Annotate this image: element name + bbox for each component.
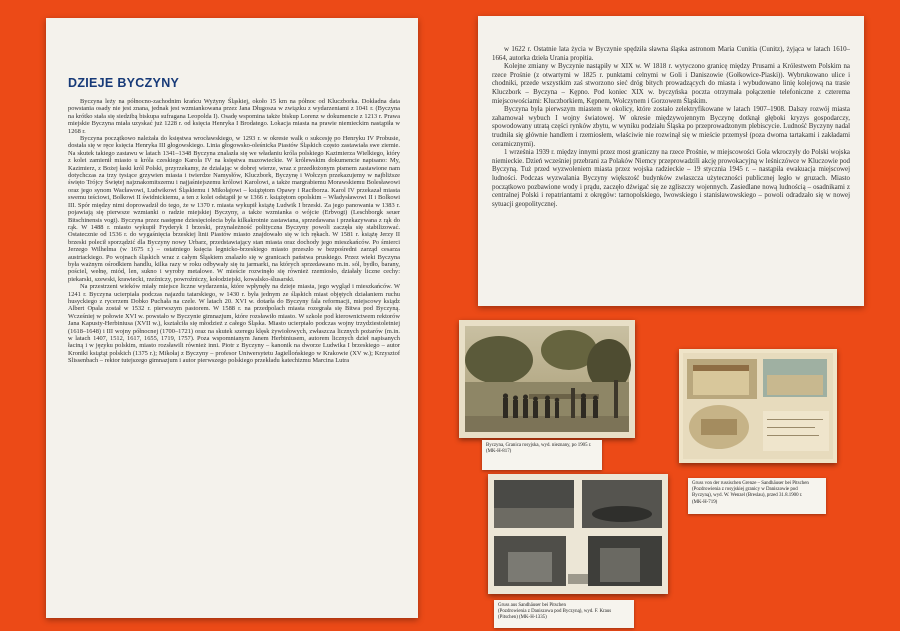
paragraph: Byczyna była pierwszym miastem w okolicy, które zostało zelektryfikowane w latach 1907–1908. Dalszy rozwój miasta zahamował wybuch I wojny światowej. W okresie międzywojennym Byczynę dotknął głęboki kryzys gospodarczy, spowodowany utratą części rynków zbytu, w wyniku podziału Śląska po przeprowadzonym plebiscycie. Ludność Byczyny nadal trudniła się głównie handlem i rzemiosłem, właściwie nie rozwinął się w mieście przemysł (poza dwoma tartakami i zakładami ceramicznymi). xyxy=(492,106,850,148)
photo-caption-border-crossing xyxy=(482,440,602,470)
history-text-panel-right xyxy=(478,16,864,306)
caption-line: Byczyną), wyd. W. Wenzel (Breslau), przed 31.8.1900 r. xyxy=(692,493,803,499)
postcard-russian-border xyxy=(679,349,837,463)
caption-line: Byczyna, Granica rosyjska, wyd. nieznany, po 1905 r. xyxy=(486,443,592,448)
caption-line: (Pitschen) (MK-H-1335) xyxy=(498,615,547,621)
postcard-russian-border-image xyxy=(679,349,837,463)
border-photo-image xyxy=(459,320,635,438)
right-body-text xyxy=(492,46,850,209)
caption-line: (MK-H-817) xyxy=(486,449,512,455)
caption-line: Gruss von der russischen Grenze – Sandhäuser bei Pitschen xyxy=(692,481,809,486)
caption-line: (Pozdrowienia z rosyjskiej granicy w Daniszowie pod xyxy=(692,487,798,493)
photo-border-crossing xyxy=(459,320,635,438)
paragraph: Na przestrzeni wieków miały miejsce liczne wydarzenia, które wpłynęły na dzieje miasta, jego wygląd i mieszkańców. W 1241 r. Byczyna ucierpiała podczas najazdu tatarskiego, w 1430 r. była jednym ze śląskich miast objętych działaniem ruchu husyckiego z rycerzem Dobko Puchała na czele. W latach 20. XVI w. dotarła do Byczyny fala reformacji, miejscowy ksiądz Albert Opala został w 1532 r. pierwszym pastorem. W 1588 r. na przedpolach miasta rozegrała się Bitwa pod Byczyną. Wcześniej w połowie XVI w. powstało w Byczynie gimnazjum, które rozsławiło miasto. W szkole pod kierownictwem rektorów Jana Kapusty-Herbiniusa (XVII w.), kształciła się młodzież z całego Śląska. Miasto ucierpiało podczas wojny trzydziestoletniej (1618–1648) i III wojny północnej (1700–1721) oraz na skutek szeregu klęsk żywiołowych, zwłaszcza licznych pożarów (m.in. w latach 1407, 1512, 1617, 1655, 1719, 1757). Poza wspomnianym Janem Herbiniusem, autorem licznych dzieł napisanych łaciną i w języku polskim, miasto rozsławili również inni. Piotr z Byczyny – kanonik na dworze Ludwika I brzeskiego – autor Kroniki książąt polskich (1375 r.); Mikołaj z Byczyny – profesor Uniwersytetu Jagiellońskiego w Krakowie (XV w.); Krzysztof Slissenbach – rektor tutejszego gimnazjum i autor pierwszego polskiego przekładu katechizmu Marcina Lutra xyxy=(68,283,400,365)
paragraph: 1 września 1939 r. między innymi przez most graniczny na rzece Prośnie, w miejscowości Gola wkroczyły do Polski wojska niemieckie. Dzień wcześniej przebrani za Polaków Niemcy przeprowadzili akcję prowokacyjną w leśniczówce w Kluczowie pod Byczyną. Tuż przed wyzwoleniem miasta przez wojska radzieckie – 19 stycznia 1945 r. – nastąpiła ewakuacja miejscowej ludności. Podczas wyzwalania Byczyny większość budynków zwłaszcza użyteczności publicznej legło w gruzach. Miasto początkowo pozbawione wody i prądu, zaczęło dźwigać się ze zgliszczy wojennych. Zasiedlane nową ludnością – osadnikami z centralnej Polski i repatriantami z okręgów: tarnopolskiego, lwowskiego i stanisławowskiego – powoli odradzało się w nowej sytuacji geopolitycznej. xyxy=(492,149,850,208)
page-title: DZIEJE BYCZYNY xyxy=(68,76,180,90)
postcard-daniszow xyxy=(488,474,668,594)
history-text-panel-left xyxy=(46,18,418,618)
caption-line: (Pozdrowienia z Daniszowa pod Byczyną), wyd. F. Kraus xyxy=(498,609,612,615)
paragraph: Byczyna leży na północno-zachodnim krańcu Wyżyny Śląskiej, około 15 km na północ od Kluczborka. Dokładna data powstania osady nie jest znana, jednak jest wzmiankowana przez Jana Długosza w związku z wydarzeniami z 1041 r. (Byczyna na krótko stała się siedzibą biskupa sufragana Leopolda I). Osadę wspomina także biskup Lorenz w dokumencie z 1213 r. Prawa miejskie Byczyna miała uzyskać już 1228 r. od księcia Henryka I Brodatego. Lokacja miasta na prawie niemieckim nastąpiła w 1268 r. xyxy=(68,98,400,135)
photo-caption-daniszow xyxy=(494,600,634,628)
left-body-text xyxy=(68,98,400,365)
caption-line: Gruss aus Sandhäuser bei Pitschen xyxy=(498,603,566,608)
paragraph: w 1622 r. Ostatnie lata życia w Byczynie spędziła sławna śląska astronom Maria Cunitia (Cunitz), żyjąca w latach 1610–1664, autorka dzieła Urania propitia. xyxy=(492,46,850,62)
photo-caption-russian-border xyxy=(688,478,826,514)
caption-line: (MK-H-719) xyxy=(692,499,718,505)
paragraph: Kolejne zmiany w Byczynie nastąpiły w XIX w. W 1818 r. wytyczono granicę między Prusami a Królestwem Polskim na rzece Prośnie (z otwartymi w 1825 r. punktami celnymi w Goli i Daniszowie (Gołkowice-Piaski)). Wybrukowano ulice i chodniki, przede wszystkim zaś stworzono sieć dróg bitych prowadzących do miasta i wybudowano linię kolejową na trasie Kluczbork – Byczyna – Kępno. Pod koniec XIX w. byczyńska poczta otrzymała połączenie telefoniczne z czterema miejscowościami: Kluczborkiem, Kępnem, Wołczynem i Gorzowem Śląskim. xyxy=(492,63,850,105)
paragraph: Byczyna początkowo należała do księstwa wrocławskiego, w 1293 r. w okresie walk o sukcesję po Henryku IV Probusie, dostała się w ręce księcia Henryka III głogowskiego. Linia głogowsko-oleśnicka Piastów Śląskich często zastawiała swe ziemie. Na skutek takiego zastawu w latach 1341–1348 Byczyna znalazła się we władaniu króla polskiego Kazimierza Wielkiego, który z kolei zamienił miasto u króla czeskiego Karola IV na księstwa mazowieckie. W królewskim dokumencie napisano: My, Kazimierz, z Bożej łaski król Polski, przyrzekamy, że dzialając w dobrej wierze, wraz z przedłożonym pismem zastawione nam dotychczas za trzy tysiące grzywien miasta i twierdze Namysłów, Kluczbork, Byczynę i Wołczyn przekazujemy w najbliższe święto Trójcy Świętej najznakomitszemu i najjaśniejszemu królowi Karolowi, a także margrabiemu Morawskiemu Bolesławowi oraz jego synom Wacławowi, Ludwikowi Śląskiemu i Mikołajowi – książętom Opawy i Raciborza. Karol IV przekazał miasta swemu teściowi, Bolkowi II świdnickiemu, a ten z kolei odstąpił je w 1366 r. książętom opolskim – Władysławowi II i Bolkowi III. Spór między nimi doprowadził do tego, że w 1370 r. miasta wykupił książę Ludwik I brzeski. Za jego panowania w 1383 r. pojawiają się pierwsze wzmianki o radzie miejskiej Byczyny, a także wzmianka o wójcie (Erbvogt) (Leschborgk seuer Bitschinensis vogt). Byczyna przez następne dziesięciolecia była kilkakrotnie zastawiana, sprzedawana i przekazywana z rąk do rąk. W 1488 r. miasto wykupił Fryderyk I brzeski, przynależność polityczna Byczyny powoli zaczęła się stabilizować. Ostatecznie od 1536 r. do wygaśnięcia brzeskiej linii Piastów miasto znajdowało się w ich rękach. W 1581 r. książę Jerzy II brzeski polecił sporządzić dla Byczyny nowy Urbarz, przedstawiający stan miasta oraz dochody jego mieszkańców. Po śmierci Jerzego Wilhelma (w 1675 r.) – ostatniego księcia legnicko-brzeskiego miasto przeszło w bezpośredni zarząd cesarza austriackiego. Po wojnach śląskich wraz z całym Śląskiem znalazło się w granicach państwa pruskiego. Przez wieki Byczyna była ważnym ośrodkiem handlu, kilka razy w roku odbywały się tu jarmarki, na których sprzedawano m.in. sól, bydło, barany, pościel, wełnę, miód, len, sukno i wyroby metalowe. W mieście rozwinęło się również rzemiosło, działały liczne cechy: piekarski, szewski, krawiecki, rzeźniczy, powroźniczy, kołodziejski, kowalsko-ślusarski. xyxy=(68,135,400,283)
postcard-daniszow-image xyxy=(488,474,668,594)
